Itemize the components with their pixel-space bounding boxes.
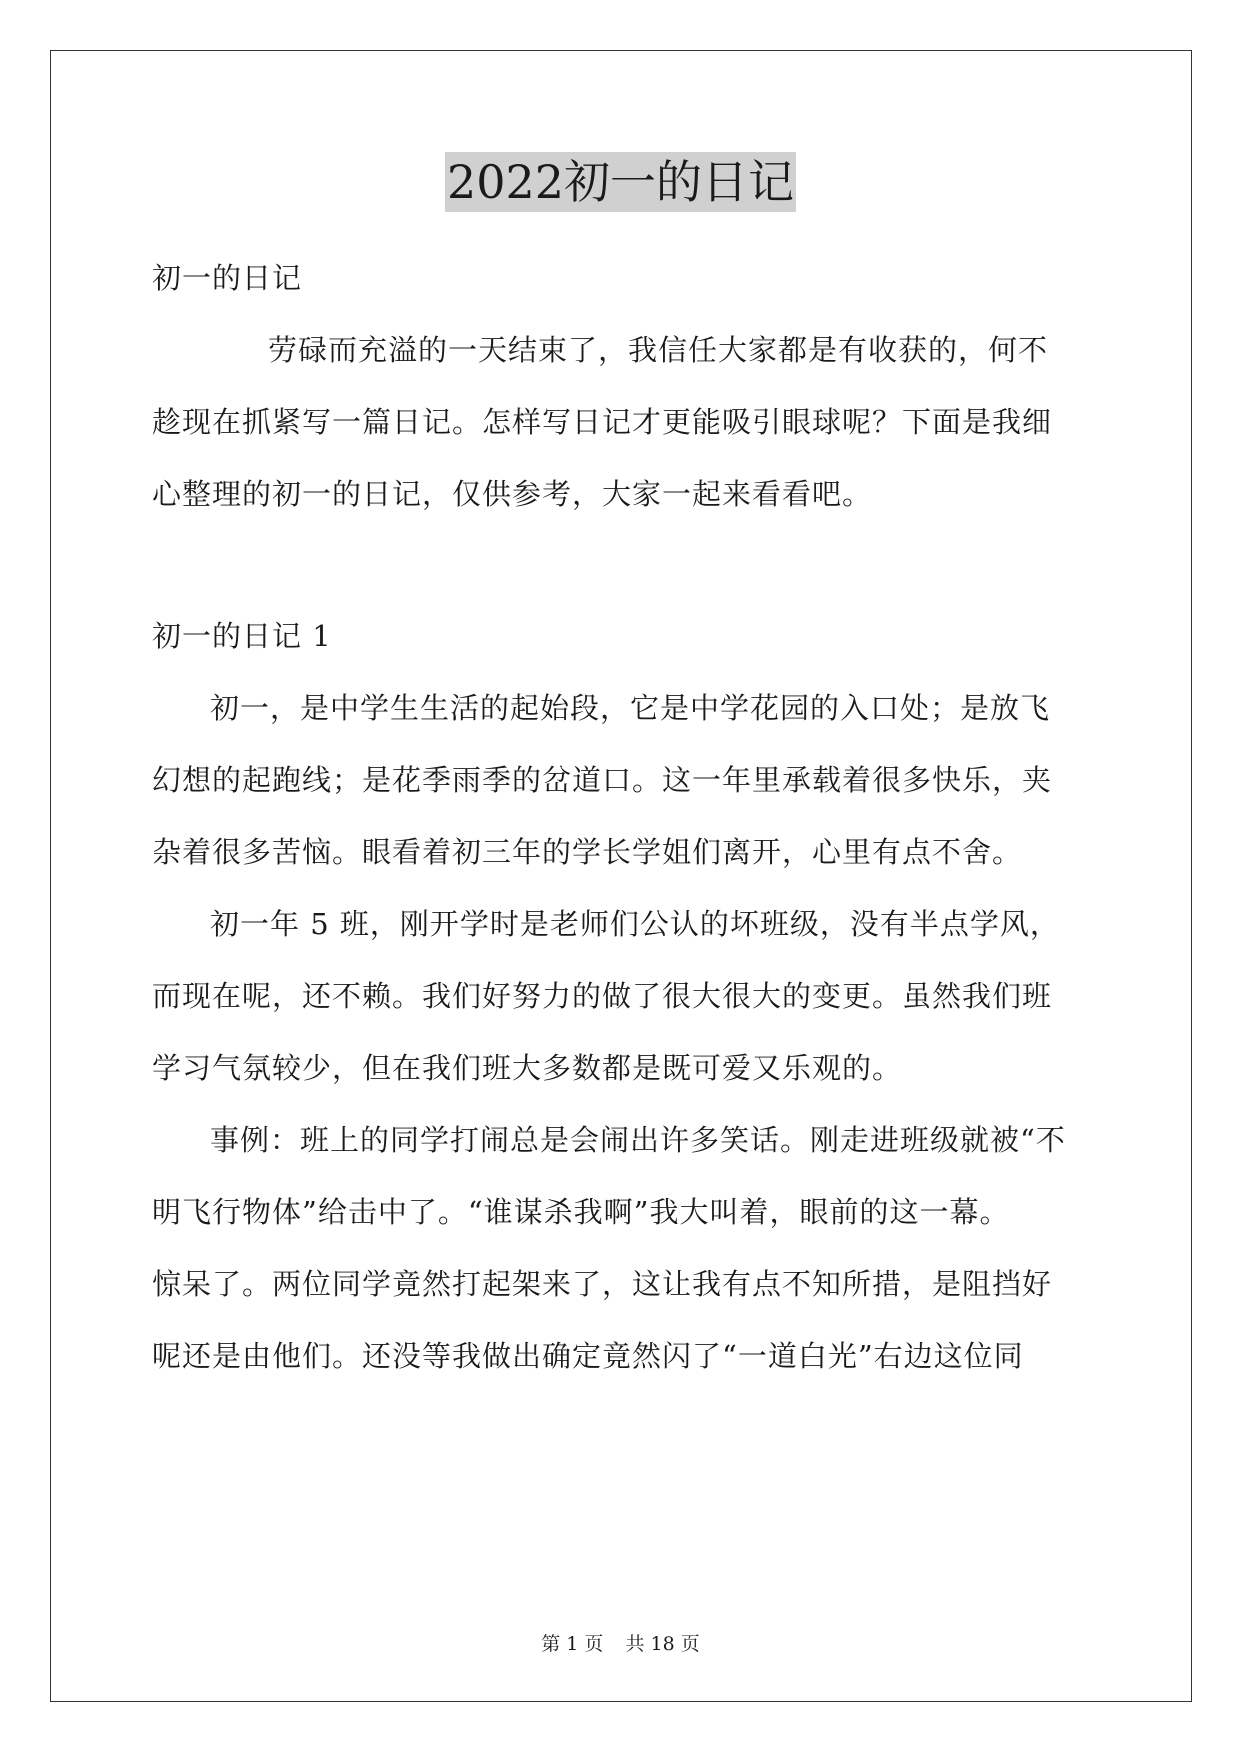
paragraph-line: 事例：班上的同学打闹总是会闹出许多笑话。刚走进班级就被“不 (210, 1123, 1066, 1157)
intro-line: 心整理的初一的日记，仅供参考，大家一起来看看吧。 (152, 477, 873, 511)
page-footer (0, 1632, 1241, 1656)
paragraph-line: 明飞行物体”给击中了。“谁谋杀我啊”我大叫着，眼前的这一幕。 (152, 1195, 1010, 1229)
paragraph-line: 幻想的起跑线；是花季雨季的岔道口。这一年里承载着很多快乐，夹 (152, 763, 1053, 797)
intro-line: 趁现在抓紧写一篇日记。怎样写日记才更能吸引眼球呢？下面是我细 (152, 405, 1053, 439)
page-number: 第 1 页 (541, 1633, 604, 1655)
paragraph-line: 杂着很多苦恼。眼看着初三年的学长学姐们离开，心里有点不舍。 (152, 835, 1023, 869)
section-heading: 初一的日记 1 (152, 619, 332, 653)
paragraph-line: 而现在呢，还不赖。我们好努力的做了很大很大的变更。虽然我们班 (152, 979, 1053, 1013)
paragraph-line: 呢还是由他们。还没等我做出确定竟然闪了“一道白光”右边这位同 (152, 1339, 1024, 1373)
paragraph-line: 初一，是中学生生活的起始段，它是中学花园的入口处；是放飞 (210, 691, 1051, 725)
paragraph-line: 惊呆了。两位同学竟然打起架来了，这让我有点不知所措，是阻挡好 (152, 1267, 1053, 1301)
page-total: 共 18 页 (625, 1633, 700, 1655)
paragraph-line: 学习气氛较少，但在我们班大多数都是既可爱又乐观的。 (152, 1051, 903, 1085)
title-wrap (0, 152, 1241, 212)
intro-line: 劳碌而充溢的一天结束了，我信任大家都是有收获的，何不 (268, 333, 1049, 367)
intro-heading: 初一的日记 (152, 261, 303, 295)
document-title: 2022初一的日记 (445, 152, 796, 212)
paragraph-line: 初一年 5 班，刚开学时是老师们公认的坏班级，没有半点学风， (210, 907, 1060, 941)
